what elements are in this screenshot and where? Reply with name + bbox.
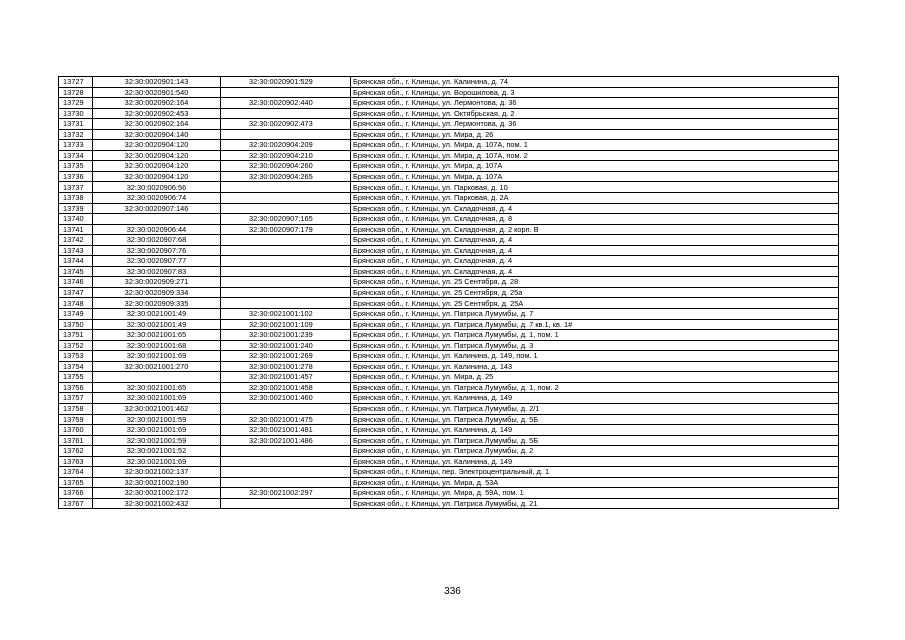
row-number-cell: 13744 — [59, 256, 93, 267]
page-number: 336 — [444, 586, 461, 597]
object-cadastral-number-cell: 32:30:0021001:457 — [221, 372, 351, 383]
cadastral-number-cell: 32:30:0020902:164 — [93, 98, 221, 109]
object-cadastral-number-cell: 32:30:0020904:260 — [221, 161, 351, 172]
cadastral-number-cell: 32:30:0020902:164 — [93, 119, 221, 130]
cadastral-number-cell: 32:30:0021001:65 — [93, 382, 221, 393]
object-cadastral-number-cell: 32:30:0020902:440 — [221, 98, 351, 109]
row-number-cell: 13755 — [59, 372, 93, 383]
address-cell: Брянская обл., г. Клинцы, ул. Калинина, д. 74 — [351, 77, 839, 88]
cadastral-number-cell: 32:30:0020906:56 — [93, 182, 221, 193]
address-cell: Брянская обл., г. Клинцы, ул. Патриса Лумумбы, д. 5Б — [351, 435, 839, 446]
object-cadastral-number-cell: 32:30:0020901:529 — [221, 77, 351, 88]
row-number-cell: 13735 — [59, 161, 93, 172]
table-row — [59, 309, 839, 320]
object-cadastral-number-cell: 32:30:0020907:179 — [221, 224, 351, 235]
cadastral-number-cell: 32:30:0020907:146 — [93, 203, 221, 214]
row-number-cell: 13740 — [59, 214, 93, 225]
address-cell: Брянская обл., г. Клинцы, ул. Калинина, д. 149 — [351, 456, 839, 467]
object-cadastral-number-cell — [221, 277, 351, 288]
row-number-cell: 13750 — [59, 319, 93, 330]
row-number-cell: 13748 — [59, 298, 93, 309]
table-row — [59, 119, 839, 130]
address-cell: Брянская обл., г. Клинцы, ул. Патриса Лумумбы, д. 7 кв.1, кв. 1# — [351, 319, 839, 330]
row-number-cell: 13751 — [59, 330, 93, 341]
address-cell: Брянская обл., г. Клинцы, пер. Электроцентральный, д. 1 — [351, 467, 839, 478]
object-cadastral-number-cell — [221, 467, 351, 478]
object-cadastral-number-cell — [221, 446, 351, 457]
address-cell: Брянская обл., г. Клинцы, ул. Патриса Лумумбы, д. 5Б — [351, 414, 839, 425]
row-number-cell: 13730 — [59, 108, 93, 119]
address-cell: Брянская обл., г. Клинцы, ул. Мира, д. 59А, пом. 1 — [351, 488, 839, 499]
object-cadastral-number-cell — [221, 287, 351, 298]
cadastral-number-cell: 32:30:0020907:77 — [93, 256, 221, 267]
address-cell: Брянская обл., г. Клинцы, ул. Мира, д. 53А — [351, 477, 839, 488]
address-cell: Брянская обл., г. Клинцы, ул. Складочная, д. 4 — [351, 256, 839, 267]
table-row — [59, 319, 839, 330]
object-cadastral-number-cell — [221, 87, 351, 98]
cadastral-number-cell: 32:30:0021001:59 — [93, 414, 221, 425]
row-number-cell: 13765 — [59, 477, 93, 488]
row-number-cell: 13754 — [59, 361, 93, 372]
row-number-cell: 13739 — [59, 203, 93, 214]
row-number-cell: 13731 — [59, 119, 93, 130]
table-row — [59, 161, 839, 172]
table-row — [59, 108, 839, 119]
table-row — [59, 298, 839, 309]
object-cadastral-number-cell: 32:30:0021001:481 — [221, 425, 351, 436]
row-number-cell: 13727 — [59, 77, 93, 88]
cadastral-number-cell: 32:30:0020907:76 — [93, 245, 221, 256]
address-cell: Брянская обл., г. Клинцы, ул. Патриса Лумумбы, д. 21 — [351, 498, 839, 509]
address-cell: Брянская обл., г. Клинцы, ул. Мира, д. 107А, пом. 2 — [351, 150, 839, 161]
row-number-cell: 13756 — [59, 382, 93, 393]
object-cadastral-number-cell — [221, 477, 351, 488]
address-cell: Брянская обл., г. Клинцы, ул. Калинина, д. 149 — [351, 425, 839, 436]
row-number-cell: 13745 — [59, 266, 93, 277]
table-row — [59, 467, 839, 478]
cadastral-number-cell: 32:30:0021001:462 — [93, 403, 221, 414]
cadastral-number-cell: 32:30:0020902:453 — [93, 108, 221, 119]
object-cadastral-number-cell — [221, 456, 351, 467]
row-number-cell: 13766 — [59, 488, 93, 499]
object-cadastral-number-cell: 32:30:0021001:102 — [221, 309, 351, 320]
row-number-cell: 13729 — [59, 98, 93, 109]
row-number-cell: 13738 — [59, 193, 93, 204]
cadastral-number-cell: 32:30:0020907:83 — [93, 266, 221, 277]
row-number-cell: 13747 — [59, 287, 93, 298]
address-cell: Брянская обл., г. Клинцы, ул. Калинина, д. 149, пом. 1 — [351, 351, 839, 362]
object-cadastral-number-cell: 32:30:0020904:210 — [221, 150, 351, 161]
row-number-cell: 13758 — [59, 403, 93, 414]
row-number-cell: 13743 — [59, 245, 93, 256]
table-row — [59, 98, 839, 109]
object-cadastral-number-cell — [221, 266, 351, 277]
address-cell: Брянская обл., г. Клинцы, ул. Патриса Лумумбы, д. 2/1 — [351, 403, 839, 414]
row-number-cell: 13728 — [59, 87, 93, 98]
table-body — [59, 77, 839, 509]
object-cadastral-number-cell — [221, 298, 351, 309]
object-cadastral-number-cell — [221, 203, 351, 214]
cadastral-number-cell: 32:30:0021002:432 — [93, 498, 221, 509]
row-number-cell: 13759 — [59, 414, 93, 425]
object-cadastral-number-cell: 32:30:0020904:265 — [221, 171, 351, 182]
table-row — [59, 287, 839, 298]
table-row — [59, 456, 839, 467]
cadastral-number-cell: 32:30:0020904:140 — [93, 129, 221, 140]
address-cell: Брянская обл., г. Клинцы, ул. 25 Сентября, д. 25а — [351, 287, 839, 298]
object-cadastral-number-cell: 32:30:0021001:475 — [221, 414, 351, 425]
table-row — [59, 330, 839, 341]
address-cell: Брянская обл., г. Клинцы, ул. Мира, д. 107А — [351, 161, 839, 172]
cadastral-number-cell: 32:30:0021001:69 — [93, 351, 221, 362]
object-cadastral-number-cell: 32:30:0021001:239 — [221, 330, 351, 341]
cadastral-number-cell: 32:30:0021001:69 — [93, 456, 221, 467]
cadastral-number-cell: 32:30:0020901:143 — [93, 77, 221, 88]
object-cadastral-number-cell — [221, 235, 351, 246]
table-row — [59, 403, 839, 414]
table-row — [59, 488, 839, 499]
address-cell: Брянская обл., г. Клинцы, ул. Октябрьская, д. 2 — [351, 108, 839, 119]
table-row — [59, 382, 839, 393]
address-cell: Брянская обл., г. Клинцы, ул. Складочная, д. 4 — [351, 245, 839, 256]
address-cell: Брянская обл., г. Клинцы, ул. Складочная, д. 4 — [351, 266, 839, 277]
address-cell: Брянская обл., г. Клинцы, ул. Лермонтова, д. 36 — [351, 119, 839, 130]
address-cell: Брянская обл., г. Клинцы, ул. Складочная, д. 4 — [351, 235, 839, 246]
cadastral-number-cell — [93, 372, 221, 383]
object-cadastral-number-cell — [221, 108, 351, 119]
table-row — [59, 446, 839, 457]
object-cadastral-number-cell — [221, 498, 351, 509]
address-cell: Брянская обл., г. Клинцы, ул. Калинина, д. 149 — [351, 393, 839, 404]
table-row — [59, 140, 839, 151]
cadastral-number-cell — [93, 214, 221, 225]
object-cadastral-number-cell: 32:30:0021001:269 — [221, 351, 351, 362]
row-number-cell: 13741 — [59, 224, 93, 235]
row-number-cell: 13749 — [59, 309, 93, 320]
cadastral-number-cell: 32:30:0021002:172 — [93, 488, 221, 499]
table-row — [59, 425, 839, 436]
cadastral-number-cell: 32:30:0020904:120 — [93, 171, 221, 182]
address-cell: Брянская обл., г. Клинцы, ул. Лермонтова, д. 36 — [351, 98, 839, 109]
cadastral-number-cell: 32:30:0020907:68 — [93, 235, 221, 246]
object-cadastral-number-cell — [221, 403, 351, 414]
cadastral-number-cell: 32:30:0021002:137 — [93, 467, 221, 478]
cadastral-number-cell: 32:30:0021002:190 — [93, 477, 221, 488]
row-number-cell: 13736 — [59, 171, 93, 182]
table-row — [59, 340, 839, 351]
cadastral-number-cell: 32:30:0021001:49 — [93, 319, 221, 330]
row-number-cell: 13767 — [59, 498, 93, 509]
row-number-cell: 13764 — [59, 467, 93, 478]
table-row — [59, 393, 839, 404]
table-row — [59, 171, 839, 182]
address-cell: Брянская обл., г. Клинцы, ул. Складочная, д. 4 — [351, 203, 839, 214]
address-cell: Брянская обл., г. Клинцы, ул. 25 Сентября, д. 25А — [351, 298, 839, 309]
table-row — [59, 351, 839, 362]
address-cell: Брянская обл., г. Клинцы, ул. 25 Сентября, д. 28 — [351, 277, 839, 288]
table-row — [59, 224, 839, 235]
table-row — [59, 361, 839, 372]
cadastral-number-cell: 32:30:0020904:120 — [93, 161, 221, 172]
row-number-cell: 13762 — [59, 446, 93, 457]
object-cadastral-number-cell: 32:30:0020902:473 — [221, 119, 351, 130]
address-cell: Брянская обл., г. Клинцы, ул. Патриса Лумумбы, д. 7 — [351, 309, 839, 320]
table-row — [59, 245, 839, 256]
address-cell: Брянская обл., г. Клинцы, ул. Калинина, д. 143 — [351, 361, 839, 372]
table-row — [59, 182, 839, 193]
table-row — [59, 435, 839, 446]
address-cell: Брянская обл., г. Клинцы, ул. Мира, д. 107А, пом. 1 — [351, 140, 839, 151]
address-cell: Брянская обл., г. Клинцы, ул. Складочная, д. 8 — [351, 214, 839, 225]
table-row — [59, 77, 839, 88]
cadastral-number-cell: 32:30:0020909:335 — [93, 298, 221, 309]
cadastral-number-cell: 32:30:0020909:271 — [93, 277, 221, 288]
row-number-cell: 13752 — [59, 340, 93, 351]
object-cadastral-number-cell — [221, 129, 351, 140]
cadastral-number-cell: 32:30:0021001:52 — [93, 446, 221, 457]
table-row — [59, 150, 839, 161]
address-cell: Брянская обл., г. Клинцы, ул. Парковая, д. 2А — [351, 193, 839, 204]
object-cadastral-number-cell: 32:30:0020907:165 — [221, 214, 351, 225]
address-cell: Брянская обл., г. Клинцы, ул. Мира, д. 26 — [351, 129, 839, 140]
row-number-cell: 13734 — [59, 150, 93, 161]
table-row — [59, 193, 839, 204]
row-number-cell: 13746 — [59, 277, 93, 288]
address-cell: Брянская обл., г. Клинцы, ул. Патриса Лумумбы, д. 2 — [351, 446, 839, 457]
object-cadastral-number-cell — [221, 245, 351, 256]
address-cell: Брянская обл., г. Клинцы, ул. Складочная, д. 2 корп. В — [351, 224, 839, 235]
table-row — [59, 372, 839, 383]
address-cell: Брянская обл., г. Клинцы, ул. Патриса Лумумбы, д. 1, пом. 2 — [351, 382, 839, 393]
table-row — [59, 235, 839, 246]
row-number-cell: 13761 — [59, 435, 93, 446]
row-number-cell: 13753 — [59, 351, 93, 362]
cadastral-number-cell: 32:30:0021001:68 — [93, 340, 221, 351]
address-cell: Брянская обл., г. Клинцы, ул. Парковая, д. 10 — [351, 182, 839, 193]
address-cell: Брянская обл., г. Клинцы, ул. Мира, д. 107А — [351, 171, 839, 182]
table-row — [59, 256, 839, 267]
row-number-cell: 13742 — [59, 235, 93, 246]
object-cadastral-number-cell: 32:30:0020904:209 — [221, 140, 351, 151]
object-cadastral-number-cell: 32:30:0021001:109 — [221, 319, 351, 330]
cadastral-number-cell: 32:30:0020906:44 — [93, 224, 221, 235]
table-row — [59, 414, 839, 425]
address-cell: Брянская обл., г. Клинцы, ул. Мира, д. 25 — [351, 372, 839, 383]
cadastral-number-cell: 32:30:0021001:49 — [93, 309, 221, 320]
table-row — [59, 498, 839, 509]
address-cell: Брянская обл., г. Клинцы, ул. Патриса Лумумбы, д. 1, пом. 1 — [351, 330, 839, 341]
table-row — [59, 203, 839, 214]
address-cell: Брянская обл., г. Клинцы, ул. Патриса Лумумбы, д. 3 — [351, 340, 839, 351]
row-number-cell: 13763 — [59, 456, 93, 467]
row-number-cell: 13732 — [59, 129, 93, 140]
table-row — [59, 87, 839, 98]
property-register-table — [58, 76, 839, 509]
object-cadastral-number-cell: 32:30:0021001:278 — [221, 361, 351, 372]
object-cadastral-number-cell: 32:30:0021001:486 — [221, 435, 351, 446]
cadastral-number-cell: 32:30:0021001:65 — [93, 330, 221, 341]
table-row — [59, 477, 839, 488]
cadastral-number-cell: 32:30:0021001:69 — [93, 425, 221, 436]
object-cadastral-number-cell — [221, 193, 351, 204]
object-cadastral-number-cell: 32:30:0021002:297 — [221, 488, 351, 499]
row-number-cell: 13760 — [59, 425, 93, 436]
cadastral-number-cell: 32:30:0020904:120 — [93, 140, 221, 151]
table-row — [59, 214, 839, 225]
address-cell: Брянская обл., г. Клинцы, ул. Ворошилова, д. 3 — [351, 87, 839, 98]
object-cadastral-number-cell: 32:30:0021001:240 — [221, 340, 351, 351]
cadastral-number-cell: 32:30:0021001:69 — [93, 393, 221, 404]
object-cadastral-number-cell: 32:30:0021001:460 — [221, 393, 351, 404]
object-cadastral-number-cell: 32:30:0021001:458 — [221, 382, 351, 393]
cadastral-number-cell: 32:30:0020906:74 — [93, 193, 221, 204]
table-row — [59, 277, 839, 288]
cadastral-number-cell: 32:30:0020909:334 — [93, 287, 221, 298]
cadastral-number-cell: 32:30:0021001:270 — [93, 361, 221, 372]
object-cadastral-number-cell — [221, 182, 351, 193]
row-number-cell: 13757 — [59, 393, 93, 404]
object-cadastral-number-cell — [221, 256, 351, 267]
row-number-cell: 13733 — [59, 140, 93, 151]
cadastral-number-cell: 32:30:0020904:120 — [93, 150, 221, 161]
row-number-cell: 13737 — [59, 182, 93, 193]
table-row — [59, 266, 839, 277]
table-row — [59, 129, 839, 140]
cadastral-number-cell: 32:30:0020901:540 — [93, 87, 221, 98]
cadastral-number-cell: 32:30:0021001:59 — [93, 435, 221, 446]
